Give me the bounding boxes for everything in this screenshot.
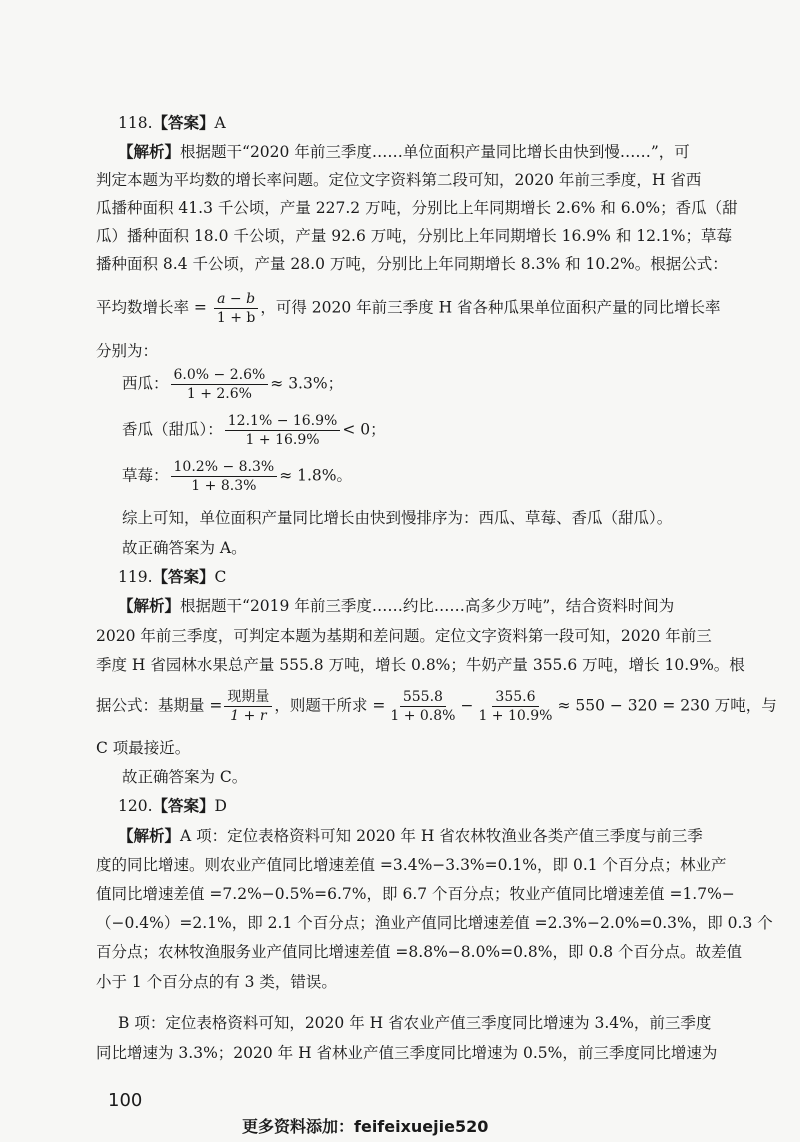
q120-b-line-2: 同比增速为 3.3%；2020 年 H 省林业产值三季度同比增速为 0.5%，前三季度同比增速为	[96, 1044, 718, 1062]
q120-analysis-line-1: 【解析】A 项：定位表格资料可知 2020 年 H 省农林牧渔业各类产值三季度与前三季	[118, 827, 703, 845]
q118-fenbie: 分别为：	[96, 342, 159, 360]
q118-analysis-line-4: 瓜）播种面积 18.0 千公顷，产量 92.6 万吨，分别比上年同期增长 16.9% 和 12.1%；草莓	[96, 227, 732, 245]
q119-header: 119.【答案】C	[118, 568, 227, 586]
q120-analysis-line-2: 度的同比增速。则农业产值同比增速差值 =3.4%−3.3%=0.1%，即 0.1 个百分点；林业产	[96, 856, 727, 874]
q120-analysis-line-3: 值同比增速差值 =7.2%−0.5%=6.7%，即 6.7 个百分点；牧业产值同比增速差值 =1.7%−	[96, 885, 735, 903]
q118-summary: 综上可知，单位面积产量同比增长由快到慢排序为：西瓜、草莓、香瓜（甜瓜）。	[122, 509, 673, 527]
answer-tag: 【答案】	[152, 114, 215, 132]
q119-after: C 项最接近。	[96, 739, 191, 757]
q118-analysis-line-3: 瓜播种面积 41.3 千公顷，产量 227.2 万吨，分别比上年同期增长 2.6% 和 6.0%；香瓜（甜	[96, 199, 738, 217]
q118-header	[118, 113, 758, 133]
answer-letter: A	[214, 114, 226, 132]
page-number: 100	[108, 1090, 143, 1111]
q118-analysis-line-2: 判定本题为平均数的增长率问题。定位文字资料第二段可知，2020 年前三季度，H 省西	[96, 171, 702, 189]
question-number: 118.	[118, 114, 153, 132]
analysis-tag: 【解析】	[118, 143, 181, 161]
footer-note: 更多资料添加：feifeixuejie520	[242, 1117, 489, 1136]
q120-analysis-line-6: 小于 1 个百分点的有 3 类，错误。	[96, 973, 337, 991]
growth-rate-fraction: $\frac{a - b}{1 + b}$	[214, 290, 259, 327]
q119-conclusion: 故正确答案为 C。	[122, 768, 248, 786]
q119-formula-line: 据公式：基期量 = $\frac{\text{现期量}}{1 + r}$ ，则题干所求 = $\frac{555.8}{1 + 0.8\%}$ − $\frac{355.6}{1 + 10.9\%}$ ≈ 550 − 320 = 230 万吨，与	[96, 689, 777, 724]
q120-header: 120.【答案】D	[118, 797, 227, 815]
q118-conclusion: 故正确答案为 A。	[122, 539, 247, 557]
melon-formula: 香瓜（甜瓜）： $\frac{12.1\% - 16.9\%}{1 + 16.9\%}$ < 0；	[122, 413, 386, 448]
q118-analysis-line-1: 【解析】根据题干“2020 年前三季度……单位面积产量同比增长由快到慢……”，可	[118, 143, 690, 161]
strawberry-formula: 草莓： $\frac{10.2\% - 8.3\%}{1 + 8.3\%}$ ≈ 1.8%。	[122, 459, 352, 494]
watermelon-formula: 西瓜： $\frac{6.0\% - 2.6\%}{1 + 2.6\%}$ ≈ 3.3%；	[122, 367, 344, 402]
q120-analysis-line-5: 百分点；农林牧渔服务业产值同比增速差值 =8.8%−8.0%=0.8%，即 0.8 个百分点。故差值	[96, 943, 743, 961]
q118-formula-line: 平均数增长率 = $\frac{a - b}{1 + b}$ ，可得 2020 年前三季度 H 省各种瓜果单位面积产量的同比增长率	[96, 291, 721, 326]
q119-analysis-line-2: 2020 年前三季度，可判定本题为基期和差问题。定位文字资料第一段可知，2020 年前三	[96, 627, 712, 645]
q120-analysis-line-4: （−0.4%）=2.1%，即 2.1 个百分点；渔业产值同比增速差值 =2.3%−2.0%=0.3%，即 0.3 个	[96, 914, 773, 932]
q119-analysis-line-1: 【解析】根据题干“2019 年前三季度……约比……高多少万吨”，结合资料时间为	[118, 597, 675, 615]
q118-analysis-line-5: 播种面积 8.4 千公顷，产量 28.0 万吨，分别比上年同期增长 8.3% 和 10.2%。根据公式：	[96, 255, 728, 273]
q120-b-line-1: B 项：定位表格资料可知，2020 年 H 省农业产值三季度同比增速为 3.4%，前三季度	[118, 1014, 712, 1032]
q119-analysis-line-3: 季度 H 省园林水果总产量 555.8 万吨，增长 0.8%；牛奶产量 355.6 万吨，增长 10.9%。根	[96, 656, 745, 674]
